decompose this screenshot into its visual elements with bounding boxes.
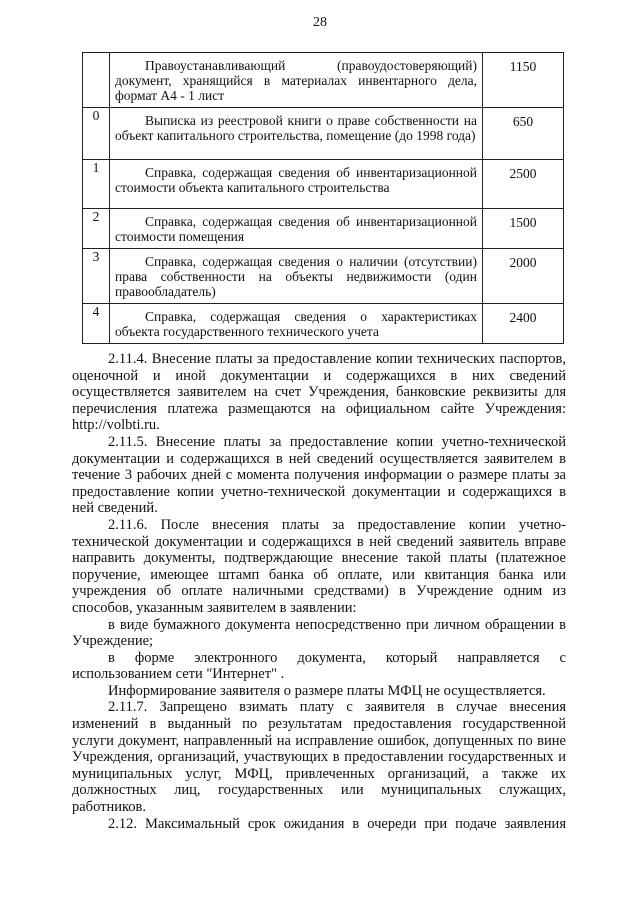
paragraph-paper-option: в виде бумажного документа непосредственно при личном обращении в Учреждение; — [72, 616, 566, 650]
page-number: 28 — [313, 15, 327, 30]
row-number — [83, 53, 110, 108]
paragraph-2-11-5: 2.11.5. Внесение платы за предоставление копии учетно-технической документации и содержащихся в ней сведений осуществляется заявителем в течение 3 рабочих дней с момента получения информации о размере платы за предоставление копии учетно-технической документации и содержащихся в ней сведений. — [72, 433, 566, 517]
table-row — [83, 304, 564, 344]
row-price: 650 — [483, 108, 564, 160]
row-description: Выписка из реестровой книги о праве собственности на объект капитального строительства, помещение (до 1998 года) — [110, 108, 483, 160]
row-price: 1500 — [483, 209, 564, 249]
table-row — [83, 209, 564, 249]
row-number: 2 — [83, 209, 110, 249]
paragraph-mfc-info: Информирование заявителя о размере платы МФЦ не осуществляется. — [108, 682, 546, 699]
row-number: 3 — [83, 249, 110, 304]
fee-table — [82, 52, 564, 344]
row-number: 0 — [83, 108, 110, 160]
paragraph-2-11-7: 2.11.7. Запрещено взимать плату с заявителя в случае внесения изменений в выданный по результатам предоставления государственной услуги документ, направленный на исправление ошибок, допущенных по вине Учреждения, организаций, участвующих в предоставлении государственных и муниципальных услуг, МФЦ, привлеченных организаций, а также их должностных лиц, государственных или муниципальных служащих, работников. — [72, 699, 566, 816]
paragraph-2-11-4: 2.11.4. Внесение платы за предоставление копии технических паспортов, оценочной и иной документации и содержащихся в них сведений осуществляется заявителем на счет Учреждения, банковские реквизиты для перечисления платежа размещаются на официальном сайте Учреждения: http://volbti.ru. — [72, 351, 566, 434]
paragraph-2-11-6: 2.11.6. После внесения платы за предоставление копии учетно-технической документации и содержащихся в ней сведений заявитель вправе направить документы, подтверждающие внесение такой платы (платежное поручение, имеющее штамп банка об оплате, или квитанция банка или учреждения об оплате наличными средствами) в Учреждение одним из способов, указанным заявителем в заявлении: — [72, 516, 566, 616]
body-text — [72, 351, 566, 832]
row-price: 2500 — [483, 160, 564, 209]
table-row — [83, 53, 564, 108]
row-number: 4 — [83, 304, 110, 344]
table-row — [83, 249, 564, 304]
row-description: Справка, содержащая сведения о наличии (отсутствии) права собственности на объекты недвижимости (один правообладатель) — [110, 249, 483, 304]
row-description: Справка, содержащая сведения об инвентаризационной стоимости объекта капитального строительства — [110, 160, 483, 209]
row-price: 1150 — [483, 53, 564, 108]
paragraph-electronic-option: в форме электронного документа, который направляется с использованием сети "Интернет" . — [72, 649, 566, 683]
row-description: Правоустанавливающий (правоудостоверяющий) документ, хранящийся в материалах инвентарного дела, формат А4 - 1 лист — [110, 53, 483, 108]
table-row — [83, 108, 564, 160]
row-number: 1 — [83, 160, 110, 209]
row-price: 2400 — [483, 304, 564, 344]
row-description: Справка, содержащая сведения об инвентаризационной стоимости помещения — [110, 209, 483, 249]
row-price: 2000 — [483, 249, 564, 304]
paragraph-2-12: 2.12. Максимальный срок ожидания в очереди при подаче заявления — [108, 815, 566, 832]
table-row — [83, 160, 564, 209]
row-description: Справка, содержащая сведения о характеристиках объекта государственного технического учета — [110, 304, 483, 344]
